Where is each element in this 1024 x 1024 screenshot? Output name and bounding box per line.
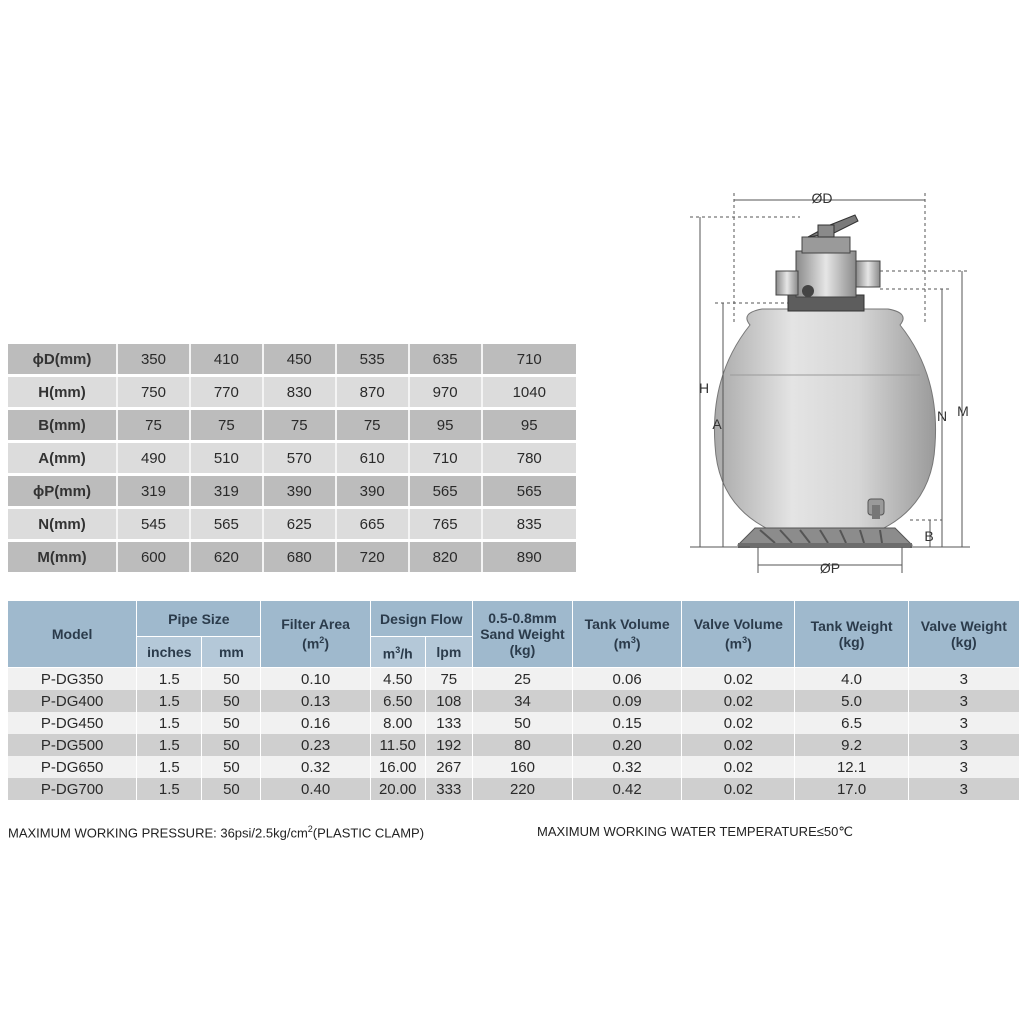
dimension-value: 610 xyxy=(335,443,408,473)
spec-cell: 1.5 xyxy=(137,690,202,712)
dimension-value: 410 xyxy=(189,344,262,374)
spec-cell: 0.16 xyxy=(261,712,370,734)
dimension-row xyxy=(8,410,576,440)
dimension-value: 75 xyxy=(262,410,335,440)
spec-cell: 160 xyxy=(472,756,572,778)
dimension-value: 870 xyxy=(335,377,408,407)
spec-cell: 75 xyxy=(425,668,472,691)
dimension-value: 620 xyxy=(189,542,262,572)
dimension-value: 635 xyxy=(408,344,481,374)
dimension-label: ϕP(mm) xyxy=(8,476,116,506)
label-d: ØD xyxy=(811,190,833,206)
dimension-row xyxy=(8,542,576,572)
spec-cell: 3 xyxy=(908,734,1019,756)
dimension-value: 75 xyxy=(189,410,262,440)
spec-cell: 1.5 xyxy=(137,778,202,800)
dimension-label: B(mm) xyxy=(8,410,116,440)
spec-cell: 0.13 xyxy=(261,690,370,712)
dimension-row xyxy=(8,377,576,407)
label-h: H xyxy=(698,380,710,396)
dimension-value: 970 xyxy=(408,377,481,407)
spec-cell: 5.0 xyxy=(795,690,908,712)
sand-filter-diagram xyxy=(680,185,1000,585)
header-design-flow: Design Flow xyxy=(370,601,472,637)
max-temperature-note: MAXIMUM WORKING WATER TEMPERATURE≤50℃ xyxy=(537,824,853,839)
spec-row xyxy=(8,712,1020,734)
spec-cell: 1.5 xyxy=(137,668,202,691)
dimension-value: 319 xyxy=(189,476,262,506)
dimension-value: 665 xyxy=(335,509,408,539)
dimension-value: 75 xyxy=(116,410,189,440)
spec-cell: 4.50 xyxy=(370,668,425,691)
dimension-value: 390 xyxy=(335,476,408,506)
header-lpm: lpm xyxy=(425,637,472,668)
spec-cell: 192 xyxy=(425,734,472,756)
max-pressure-note: MAXIMUM WORKING PRESSURE: $36psi/2.5kg/cm^2(PLASTIC$ CLAMP) xyxy=(8,824,425,841)
spec-cell: 108 xyxy=(425,690,472,712)
header-valve-volume: Valve Volume $(m^3)$ xyxy=(682,601,795,668)
spec-cell: 34 xyxy=(472,690,572,712)
model-cell: P-DG350 xyxy=(8,668,137,691)
spec-cell: 0.02 xyxy=(682,778,795,800)
spec-cell: 6.5 xyxy=(795,712,908,734)
specifications-table xyxy=(7,600,1020,800)
label-n: N xyxy=(936,408,948,424)
spec-cell: 0.40 xyxy=(261,778,370,800)
dimension-value: 565 xyxy=(408,476,481,506)
spec-cell: 50 xyxy=(202,668,261,691)
model-cell: P-DG400 xyxy=(8,690,137,712)
header-inches: inches xyxy=(137,637,202,668)
spec-cell: 6.50 xyxy=(370,690,425,712)
spec-cell: 17.0 xyxy=(795,778,908,800)
dimension-value: 95 xyxy=(408,410,481,440)
dimension-row xyxy=(8,476,576,506)
spec-row xyxy=(8,756,1020,778)
model-cell: P-DG450 xyxy=(8,712,137,734)
spec-cell: 0.02 xyxy=(682,668,795,691)
header-valve-weight: Valve Weight (kg) xyxy=(908,601,1019,668)
spec-cell: 220 xyxy=(472,778,572,800)
spec-cell: 8.00 xyxy=(370,712,425,734)
header-filter-area: Filter Area $(m^2)$ xyxy=(261,601,370,668)
spec-cell: 267 xyxy=(425,756,472,778)
dimension-value: 830 xyxy=(262,377,335,407)
spec-cell: 25 xyxy=(472,668,572,691)
dimension-row xyxy=(8,443,576,473)
spec-row xyxy=(8,668,1020,691)
dimension-value: 720 xyxy=(335,542,408,572)
dimension-value: 770 xyxy=(189,377,262,407)
dimension-value: 1040 xyxy=(481,377,576,407)
spec-row xyxy=(8,778,1020,800)
dimension-value: 535 xyxy=(335,344,408,374)
header-pipe-size: Pipe Size xyxy=(137,601,261,637)
label-m: M xyxy=(957,403,969,419)
dimension-value: 765 xyxy=(408,509,481,539)
spec-cell: 11.50 xyxy=(370,734,425,756)
spec-cell: 50 xyxy=(202,690,261,712)
spec-cell: 0.02 xyxy=(682,756,795,778)
spec-cell: 50 xyxy=(202,712,261,734)
label-p: ØP xyxy=(819,560,841,576)
spec-cell: 1.5 xyxy=(137,712,202,734)
spec-row xyxy=(8,690,1020,712)
spec-cell: 3 xyxy=(908,668,1019,691)
spec-cell: 9.2 xyxy=(795,734,908,756)
spec-cell: 0.20 xyxy=(573,734,682,756)
spec-cell: 133 xyxy=(425,712,472,734)
spec-cell: 0.32 xyxy=(573,756,682,778)
filter-tank xyxy=(714,309,935,530)
label-b: B xyxy=(924,528,934,544)
dimension-label: A(mm) xyxy=(8,443,116,473)
filter-base xyxy=(738,528,912,548)
header-model: Model xyxy=(8,601,137,668)
dimensions-table xyxy=(8,341,576,575)
dimension-label: ϕD(mm) xyxy=(8,344,116,374)
dimension-value: 835 xyxy=(481,509,576,539)
dimension-value: 75 xyxy=(335,410,408,440)
dimension-value: 510 xyxy=(189,443,262,473)
spec-cell: 0.02 xyxy=(682,712,795,734)
spec-cell: 0.32 xyxy=(261,756,370,778)
dimension-value: 350 xyxy=(116,344,189,374)
spec-cell: 3 xyxy=(908,756,1019,778)
dimension-value: 565 xyxy=(189,509,262,539)
spec-cell: 0.02 xyxy=(682,734,795,756)
spec-cell: 50 xyxy=(472,712,572,734)
dimension-value: 565 xyxy=(481,476,576,506)
dimension-value: 450 xyxy=(262,344,335,374)
dimension-row xyxy=(8,509,576,539)
dimension-value: 570 xyxy=(262,443,335,473)
header-tank-volume: Tank Volume $(m^3)$ xyxy=(573,601,682,668)
spec-cell: 0.02 xyxy=(682,690,795,712)
dimension-label: N(mm) xyxy=(8,509,116,539)
dimension-value: 490 xyxy=(116,443,189,473)
header-m3h: $m^3/h$ xyxy=(370,637,425,668)
dimension-value: 750 xyxy=(116,377,189,407)
model-cell: P-DG700 xyxy=(8,778,137,800)
spec-cell: 4.0 xyxy=(795,668,908,691)
spec-cell: 3 xyxy=(908,778,1019,800)
dimension-value: 600 xyxy=(116,542,189,572)
dimension-value: 890 xyxy=(481,542,576,572)
spec-cell: 0.09 xyxy=(573,690,682,712)
spec-cell: 20.00 xyxy=(370,778,425,800)
dimension-value: 780 xyxy=(481,443,576,473)
dimension-value: 319 xyxy=(116,476,189,506)
dimension-value: 390 xyxy=(262,476,335,506)
spec-cell: 3 xyxy=(908,712,1019,734)
header-mm: mm xyxy=(202,637,261,668)
dimension-label: M(mm) xyxy=(8,542,116,572)
spec-cell: 0.42 xyxy=(573,778,682,800)
spec-cell: 0.23 xyxy=(261,734,370,756)
spec-cell: 3 xyxy=(908,690,1019,712)
header-tank-weight: Tank Weight (kg) xyxy=(795,601,908,668)
model-cell: P-DG500 xyxy=(8,734,137,756)
spec-cell: 16.00 xyxy=(370,756,425,778)
dimension-row xyxy=(8,344,576,374)
dimension-value: 710 xyxy=(408,443,481,473)
spec-cell: 0.15 xyxy=(573,712,682,734)
spec-cell: 50 xyxy=(202,734,261,756)
spec-cell: 12.1 xyxy=(795,756,908,778)
spec-cell: 1.5 xyxy=(137,756,202,778)
spec-cell: 1.5 xyxy=(137,734,202,756)
spec-cell: 80 xyxy=(472,734,572,756)
dimension-value: 625 xyxy=(262,509,335,539)
dimension-label: H(mm) xyxy=(8,377,116,407)
spec-row xyxy=(8,734,1020,756)
spec-cell: 333 xyxy=(425,778,472,800)
multiport-valve xyxy=(776,215,880,311)
spec-cell: 50 xyxy=(202,756,261,778)
dimension-value: 680 xyxy=(262,542,335,572)
header-sand-weight: 0.5-0.8mm Sand Weight (kg) xyxy=(472,601,572,668)
dimension-value: 545 xyxy=(116,509,189,539)
spec-cell: 0.06 xyxy=(573,668,682,691)
dimension-value: 820 xyxy=(408,542,481,572)
spec-cell: 0.10 xyxy=(261,668,370,691)
dimension-value: 710 xyxy=(481,344,576,374)
spec-cell: 50 xyxy=(202,778,261,800)
label-a: A xyxy=(712,416,722,432)
model-cell: P-DG650 xyxy=(8,756,137,778)
dimension-value: 95 xyxy=(481,410,576,440)
